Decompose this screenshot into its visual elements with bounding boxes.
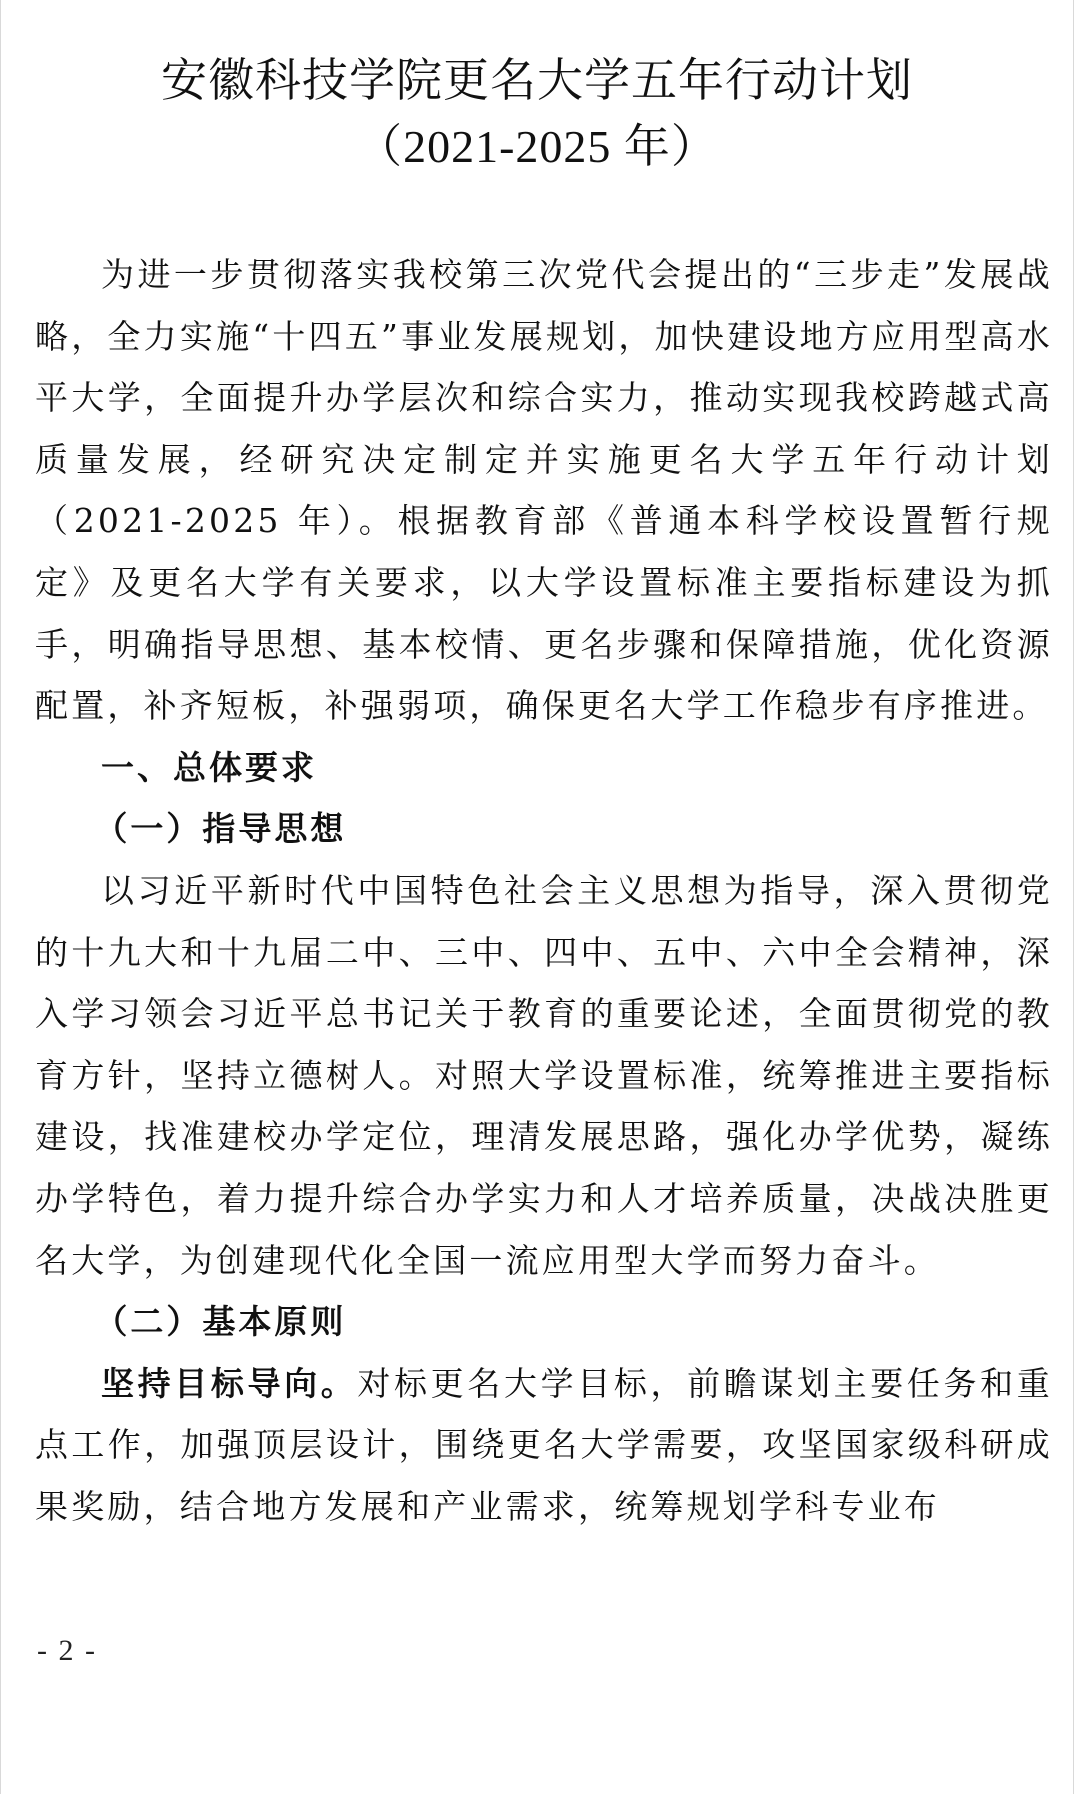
subsection-heading-basic-principles: （二）基本原则 xyxy=(94,1302,347,1342)
title-block xyxy=(1,46,1073,180)
document-title: 安徽科技学院更名大学五年行动计划 xyxy=(161,53,913,107)
document-title-years: （2021-2025 年） xyxy=(356,121,718,172)
principle-body-text: 对标更名大学目标，前瞻谋划主要任务和重点工作，加强顶层设计，围绕更名大学需要，攻坚国家级科研成果奖励，结合地方发展和产业需求，统筹规划学科专业布 xyxy=(35,1363,1053,1526)
subsection-heading-guiding-ideology: （一）指导思想 xyxy=(94,809,347,849)
principle-paragraph xyxy=(35,1353,1053,1538)
guiding-ideology-paragraph: 以习近平新时代中国特色社会主义思想为指导，深入贯彻党的十九大和十九届二中、三中、四中、五中、六中全会精神，深入学习领会习近平总书记关于教育的重要论述，全面贯彻党的教育方针，坚持立德树人。对照大学设置标准，统筹推进主要指标建设，找准建校办学定位，理清发展思路，强化办学优势，凝练办学特色，着力提升综合办学实力和人才培养质量，决战决胜更名大学，为创建现代化全国一流应用型大学而努力奋斗。 xyxy=(35,870,1053,1280)
principle-lead-text: 坚持目标导向。 xyxy=(101,1363,358,1403)
intro-paragraph: 为进一步贯彻落实我校第三次党代会提出的“三步走”发展战略，全力实施“十四五”事业发展规划，加快建设地方应用型高水平大学，全面提升办学层次和综合实力，推动实现我校跨越式高质量发展，经研究决定制定并实施更名大学五年行动计划（2021-2025 年）。根据教育部《普通本科学校设置暂行规定》及更名大学有关要求，以大学设置标准主要指标建设为抓手，明确指导思想、基本校情、更名步骤和保障措施，优化资源配置，补齐短板，补强弱项，确保更名大学工作稳步有序推进。 xyxy=(35,255,1053,726)
section-heading-general-requirements: 一、总体要求 xyxy=(101,747,317,787)
page-number: - 2 - xyxy=(37,1634,97,1667)
document-body xyxy=(35,244,1053,1537)
